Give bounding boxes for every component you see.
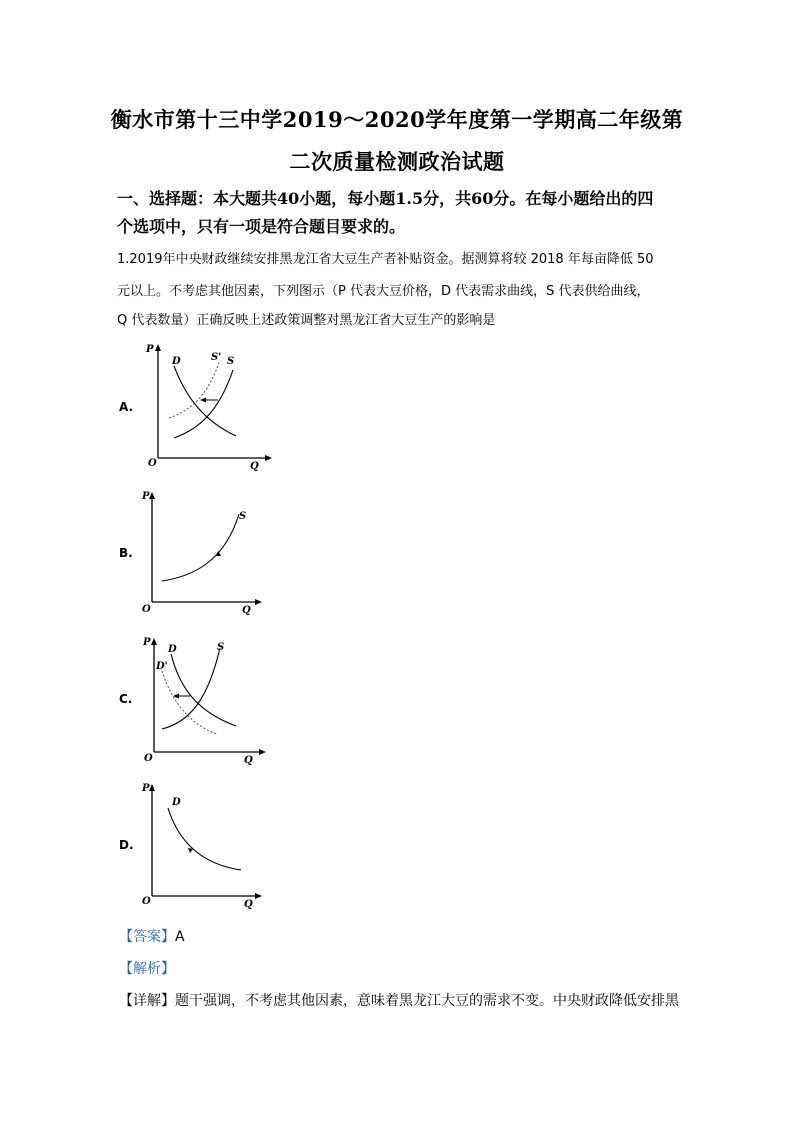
option-a-label-s-prime: S'	[211, 352, 222, 363]
option-a-label: A.	[119, 400, 134, 414]
question-line3: Q 代表数量）正确反映上述政策调整对黑龙江省大豆生产的影响是	[117, 313, 496, 328]
question-line2: 元以上。不考虑其他因素，下列图示（P 代表大豆价格，D 代表需求曲线，S 代表供给曲线，	[117, 284, 650, 299]
option-a-supply-curve	[174, 370, 233, 438]
answer-tag: 【答案】	[119, 929, 175, 945]
option-c-new-demand-curve	[162, 671, 217, 734]
option-b-direction-arrow	[216, 551, 221, 556]
option-d-demand-curve	[168, 808, 241, 870]
option-a-axis-q: Q	[250, 461, 259, 472]
option-a-axis-p: P	[146, 344, 154, 355]
option-d-label: D.	[119, 838, 134, 852]
option-a-new-supply-curve	[169, 360, 220, 418]
option-a-label-d: D	[172, 356, 181, 367]
option-c-label: C.	[119, 692, 133, 706]
option-d-graph	[140, 780, 272, 912]
option-c-axis-p: P	[143, 637, 151, 648]
answer-value: A	[175, 929, 185, 945]
detail-text: 题干强调，不考虑其他因素，意味着黑龙江大豆的需求不变。中央财政降低安排黑	[175, 993, 679, 1009]
option-d-origin: O	[142, 896, 151, 907]
option-b-graph	[140, 488, 272, 616]
page-title-line1: 衡水市第十三中学2019～2020学年度第一学期高二年级第	[110, 107, 684, 132]
option-c-label-d-prime: D'	[156, 661, 168, 672]
option-b-axis-p: P	[142, 491, 150, 502]
question-line1: 1.2019年中央财政继续安排黑龙江省大豆生产者补贴资金。据测算将较 2018 年每亩降低 50	[117, 252, 654, 267]
option-b-supply-curve	[162, 514, 239, 581]
option-b-axis-q: Q	[242, 605, 251, 616]
option-d-axis-q: Q	[244, 899, 253, 910]
option-a-origin: O	[148, 458, 157, 469]
detail-line	[119, 990, 679, 1010]
option-d-label-d: D	[172, 797, 181, 808]
option-c-demand-curve	[171, 654, 236, 726]
option-b-origin: O	[142, 604, 151, 615]
option-c-graph	[140, 634, 272, 766]
option-c-label-d: D	[168, 644, 177, 655]
page-title-line2: 二次质量检测政治试题	[289, 149, 505, 174]
option-a-label-s: S	[227, 356, 235, 367]
option-c-origin: O	[144, 753, 153, 764]
section-heading-line2: 个选项中，只有一项是符合题目要求的。	[117, 217, 406, 236]
option-d-axis-p: P	[142, 783, 150, 794]
analysis-line	[119, 958, 175, 978]
section-heading-line1: 一、选择题：本大题共40小题，每小题1.5分，共60分。在每小题给出的四	[117, 189, 654, 208]
answer-line	[119, 926, 185, 946]
option-c-label-s: S	[217, 642, 225, 653]
option-b-label-s: S	[239, 511, 247, 522]
option-c-axis-q: Q	[244, 755, 253, 766]
detail-tag: 【详解】	[119, 993, 175, 1009]
option-c-supply-curve	[162, 648, 220, 729]
option-a-graph	[140, 340, 280, 472]
analysis-tag: 【解析】	[119, 961, 175, 977]
option-b-label: B.	[119, 546, 133, 560]
